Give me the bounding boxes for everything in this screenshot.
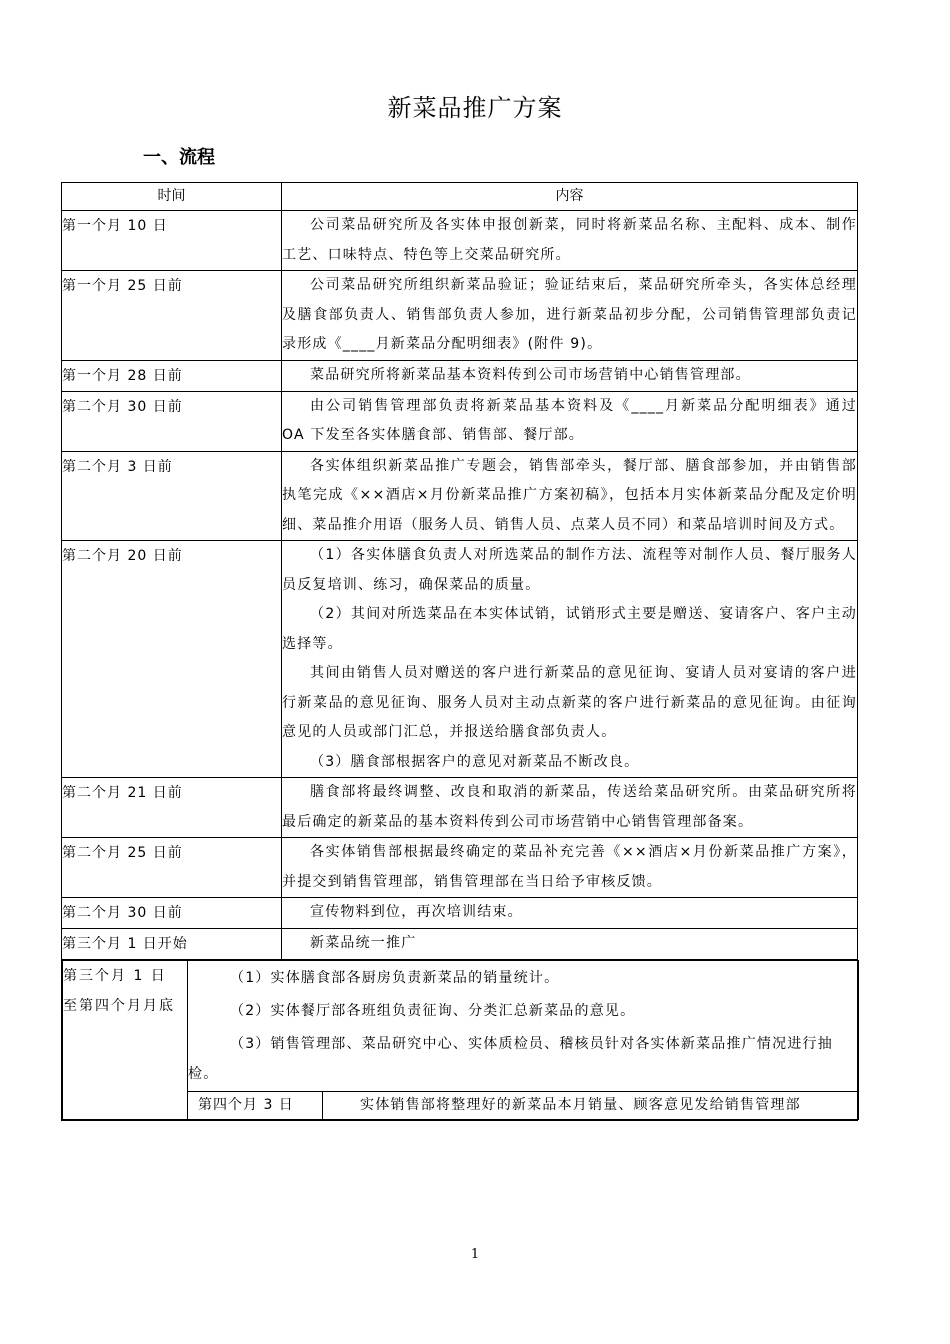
content-paragraph: 公司菜品研究所及各实体申报创新菜，同时将新菜品名称、主配料、成本、制作工艺、口味特点、特色等上交菜品研究所。 [282, 217, 857, 263]
section-heading: 一、流程 [143, 147, 215, 168]
table-row [62, 898, 858, 929]
list-item: （2）实体餐厅部各班组负责征询、分类汇总新菜品的意见。 [230, 1003, 636, 1019]
time-cell: 第二个月 20 日前 [62, 541, 282, 778]
table-row [62, 211, 858, 271]
table-body [62, 211, 858, 960]
header-time: 时间 [62, 183, 282, 211]
content-paragraph: 宣传物料到位，再次培训结束。 [310, 904, 523, 920]
time-cell: 第三个月 1 日开始 [62, 929, 282, 960]
list-item: （1）实体膳食部各厨房负责新菜品的销量统计。 [230, 970, 560, 986]
table-row [62, 778, 858, 838]
document-title: 新菜品推广方案 [387, 94, 563, 122]
content-paragraph: 各实体组织新菜品推广专题会，销售部牵头，餐厅部、膳食部参加，并由销售部执笔完成《××酒店×月份新菜品推广方案初稿》，包括本月实体新菜品分配及定价明细、菜品推介用语（服务人员、销售人员、点菜人员不同）和菜品培训时间及方式。 [282, 457, 857, 533]
process-table [61, 182, 858, 1121]
content-cell [282, 271, 858, 361]
time-cell: 第二个月 21 日前 [62, 778, 282, 838]
table-row [62, 451, 858, 541]
time-cell: 第一个月 10 日 [62, 211, 282, 271]
table-row-last [62, 960, 858, 1121]
content-cell [282, 929, 858, 960]
content-paragraph: （1）各实体膳食负责人对所选菜品的制作方法、流程等对制作人员、餐厅服务人员反复培训、练习，确保菜品的质量。 [282, 547, 857, 593]
time-cell: 第二个月 25 日前 [62, 838, 282, 898]
table-row [62, 541, 858, 778]
nested-table [62, 960, 859, 1120]
content-cell [188, 961, 859, 1092]
content-paragraph: 各实体销售部根据最终确定的菜品补充完善《××酒店×月份新菜品推广方案》，并提交到销售管理部，销售管理部在当日给予审核反馈。 [282, 844, 857, 890]
time-cell: 第二个月 30 日前 [62, 391, 282, 451]
content-cell [282, 451, 858, 541]
time-cell: 第三个月 1 日至第四个月月底 [63, 961, 188, 1120]
time-cell: 第二个月 30 日前 [62, 898, 282, 929]
content-paragraph: 膳食部将最终调整、改良和取消的新菜品，传送给菜品研究所。由菜品研究所将最后确定的新菜品的基本资料传到公司市场营销中心销售管理部备案。 [282, 784, 857, 830]
content-paragraph: 新菜品统一推广 [310, 935, 417, 951]
content-cell [282, 541, 858, 778]
content-cell [282, 898, 858, 929]
time-cell: 第二个月 3 日前 [62, 451, 282, 541]
content-paragraph: 其间由销售人员对赠送的客户进行新菜品的意见征询、宴请人员对宴请的客户进行新菜品的意见征询、服务人员对主动点新菜的客户进行新菜品的意见征询。由征询意见的人员或部门汇总，并报送给膳食部负责人。 [282, 665, 857, 740]
content-paragraph: （2）其间对所选菜品在本实体试销，试销形式主要是赠送、宴请客户、客户主动选择等。 [282, 606, 857, 652]
table-row [62, 838, 858, 898]
content-paragraph: 由公司销售管理部负责将新菜品基本资料及《____月新菜品分配明细表》通过 OA 下发至各实体膳食部、销售部、餐厅部。 [282, 397, 857, 443]
header-content: 内容 [282, 183, 858, 211]
table-row [62, 271, 858, 361]
table-row [62, 360, 858, 391]
content-paragraph: （3）膳食部根据客户的意见对新菜品不断改良。 [310, 753, 640, 770]
page-number: 1 [470, 1247, 480, 1262]
content-cell [282, 778, 858, 838]
list-item: （3）销售管理部、菜品研究中心、实体质检员、稽核员针对各实体新菜品推广情况进行抽检。 [188, 1036, 833, 1082]
content-paragraph: 公司菜品研究所组织新菜品验证；验证结束后，菜品研究所牵头，各实体总经理及膳食部负责人、销售部负责人参加，进行新菜品初步分配，公司销售管理部负责记录形成《____月新菜品分配明细表》(附件 9)。 [282, 277, 857, 352]
content-paragraph: 菜品研究所将新菜品基本资料传到公司市场营销中心销售管理部。 [310, 366, 751, 383]
time-cell: 第一个月 25 日前 [62, 271, 282, 361]
table-header-row [62, 183, 858, 211]
content-cell [282, 838, 858, 898]
content-cell [282, 391, 858, 451]
time-cell: 第一个月 28 日前 [62, 360, 282, 391]
content-cell [282, 211, 858, 271]
sub-time-cell: 第四个月 3 日 [188, 1092, 323, 1120]
sub-content-cell: 实体销售部将整理好的新菜品本月销量、顾客意见发给销售管理部 [323, 1092, 859, 1120]
table-row [62, 391, 858, 451]
content-cell [282, 360, 858, 391]
table-row [62, 929, 858, 960]
